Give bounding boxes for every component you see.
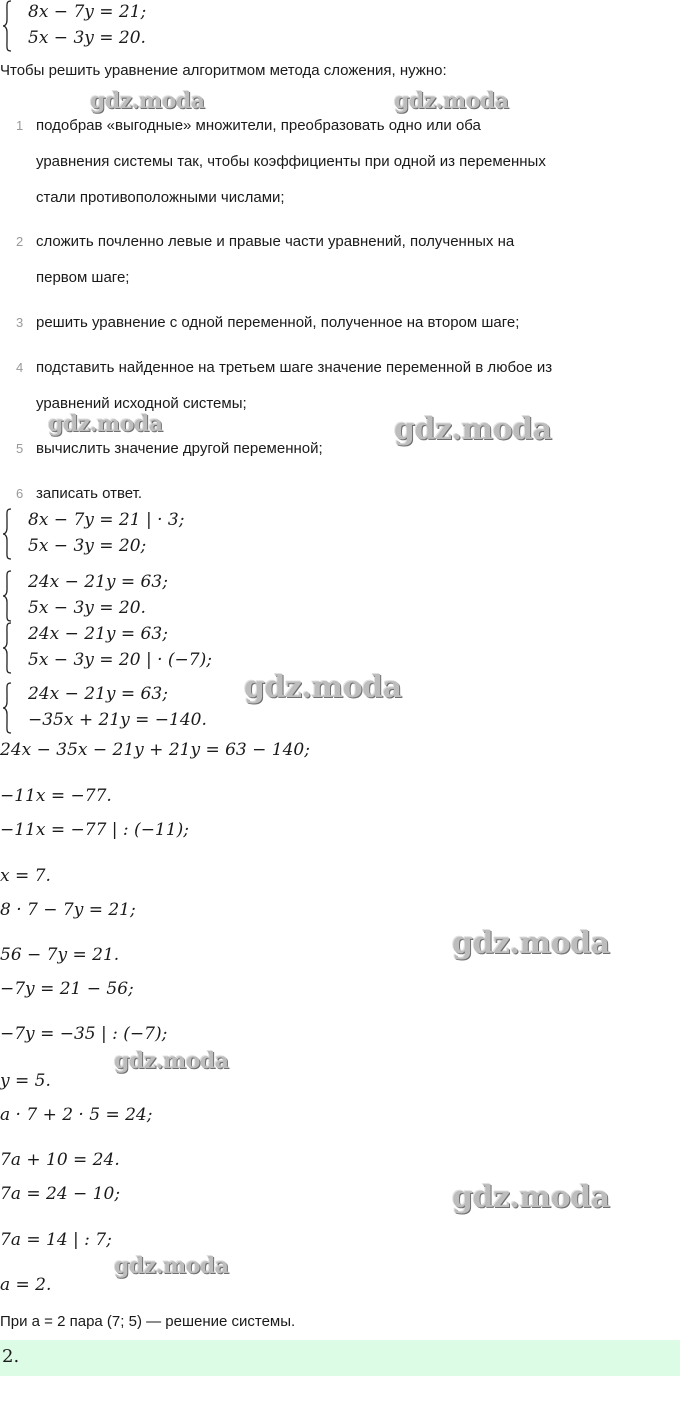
equation-line: 5x − 3y = 20. — [28, 598, 146, 618]
brace-icon — [2, 622, 12, 674]
equation-line: 7a = 14 | : 7; — [0, 1230, 112, 1250]
brace-icon — [2, 570, 12, 622]
watermark: gdz.moda — [48, 411, 163, 437]
equation-line: x = 7. — [0, 866, 51, 886]
equation-line: −11x = −77 | : (−11); — [0, 820, 189, 840]
equation-line: −7y = 21 − 56; — [0, 979, 134, 999]
equation-line: 8x − 7y = 21 | · 3; — [28, 510, 185, 530]
equation-line: 24x − 21y = 63; — [28, 572, 168, 592]
step-text: подобрав «выгодные» множители, преобразовать одно или оба уравнения системы так, чтобы коэффициенты при одной из переменных стали противоположными числами; — [36, 117, 546, 206]
equation-line: 5x − 3y = 20; — [28, 536, 147, 556]
equation-line: −35x + 21y = −140. — [28, 710, 207, 730]
watermark: gdz.moda — [114, 1048, 229, 1074]
step-text: сложить почленно левые и правые части уравнений, полученных на первом шаге; — [36, 233, 515, 286]
equation-line: 7a = 24 − 10; — [0, 1184, 121, 1204]
equation-line: 24x − 21y = 63; — [28, 684, 168, 704]
watermark: gdz.moda — [452, 1180, 610, 1215]
watermark: gdz.moda — [394, 412, 552, 447]
brace-icon — [2, 0, 12, 52]
equation-line: 24x − 35x − 21y + 21y = 63 − 140; — [0, 740, 310, 760]
answer-value: 2. — [2, 1346, 20, 1367]
equation-line: a = 2. — [0, 1275, 52, 1295]
watermark: gdz.moda — [90, 88, 205, 114]
brace-icon — [2, 682, 12, 734]
brace-icon — [2, 508, 12, 560]
step-number: 4 — [16, 360, 24, 375]
equation-line: 5x − 3y = 20. — [28, 28, 146, 48]
equation-line: −7y = −35 | : (−7); — [0, 1024, 168, 1044]
equation-line: −11x = −77. — [0, 786, 112, 806]
step-number: 6 — [16, 486, 24, 501]
equation-line: 8 · 7 − 7y = 21; — [0, 900, 136, 920]
equation-line: 5x − 3y = 20 | · (−7); — [28, 650, 212, 670]
conclusion-text: При a = 2 пара (7; 5) — решение системы. — [0, 1313, 296, 1330]
equation-line: y = 5. — [0, 1071, 51, 1091]
equation-line: 24x − 21y = 63; — [28, 624, 168, 644]
watermark: gdz.moda — [114, 1253, 229, 1279]
step-number: 5 — [16, 441, 24, 456]
intro-text: Чтобы решить уравнение алгоритмом метода сложения, нужно: — [0, 62, 447, 79]
watermark: gdz.moda — [452, 926, 610, 961]
answer-box — [0, 1340, 680, 1376]
equation-line: 8x − 7y = 21; — [28, 2, 147, 22]
step-number: 2 — [16, 234, 24, 249]
step-text: подставить найденное на третьем шаге значение переменной в любое из уравнений исходной системы; — [36, 359, 553, 412]
step-number: 1 — [16, 118, 24, 133]
step-text: вычислить значение другой переменной; — [36, 440, 323, 457]
step-text: решить уравнение с одной переменной, полученное на втором шаге; — [36, 314, 520, 331]
watermark: gdz.moda — [244, 670, 402, 705]
step-number: 3 — [16, 315, 24, 330]
watermark: gdz.moda — [394, 88, 509, 114]
equation-line: 56 − 7y = 21. — [0, 945, 120, 965]
equation-line: a · 7 + 2 · 5 = 24; — [0, 1105, 153, 1125]
equation-line: 7a + 10 = 24. — [0, 1150, 120, 1170]
step-text: записать ответ. — [36, 485, 142, 502]
